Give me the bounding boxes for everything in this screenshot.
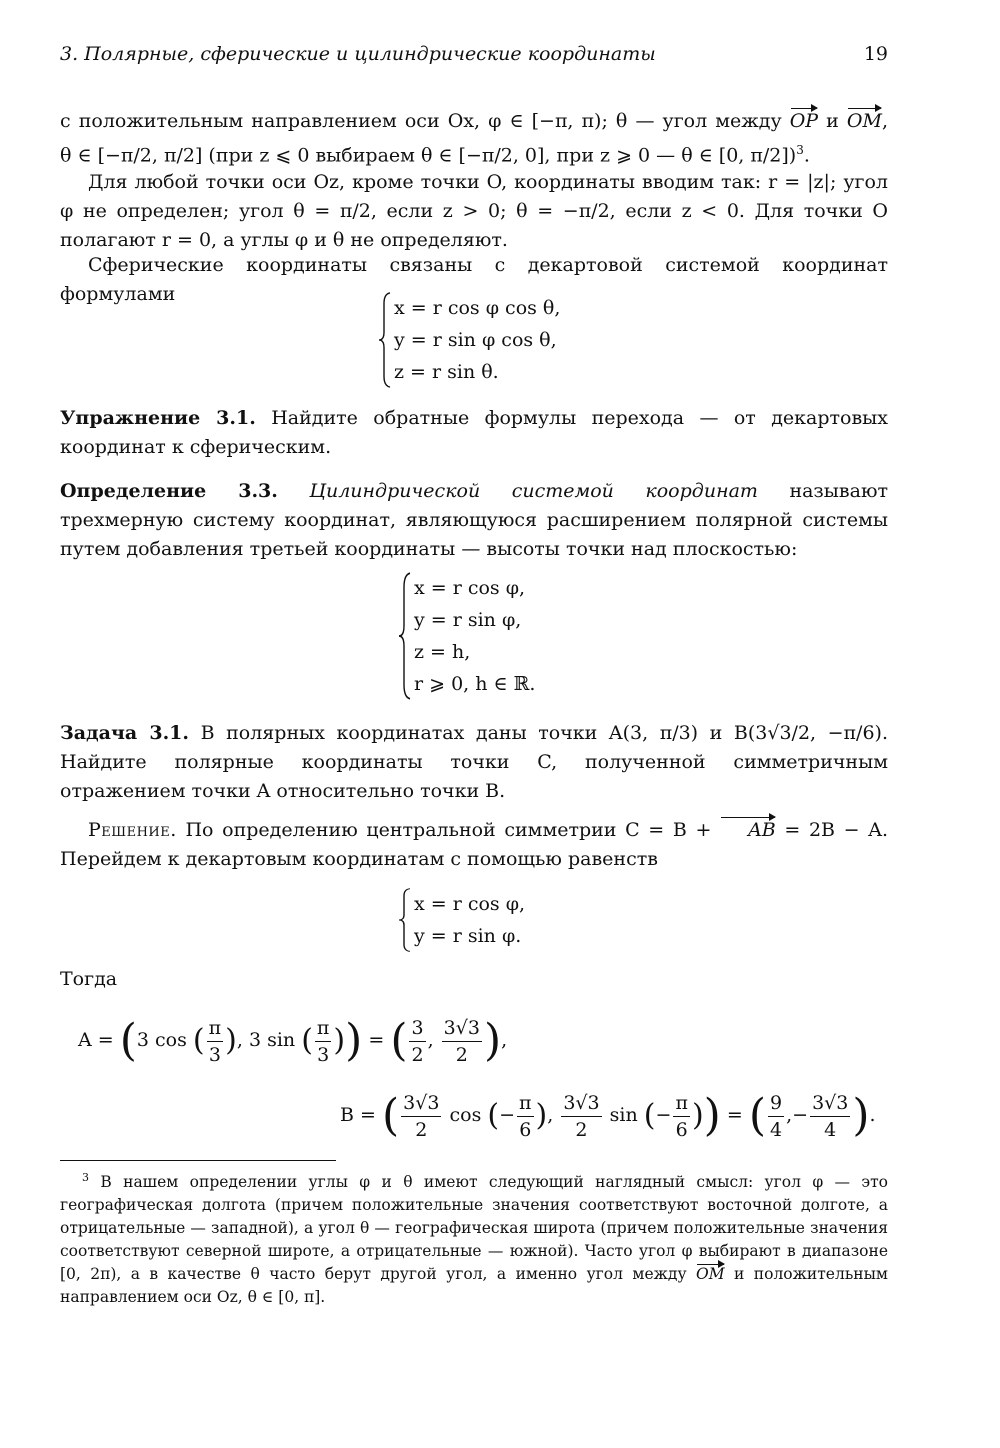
vector-op: OP	[790, 107, 818, 136]
formula-a-pi-1: π	[207, 1015, 224, 1042]
formula-b-c-den-1: 2	[415, 1118, 428, 1141]
exercise-label: Упражнение 3.1.	[60, 407, 256, 429]
formula-a-lhs: A =	[78, 1029, 114, 1051]
eq-cyl-y: y = r sin φ,	[414, 609, 522, 631]
vector-om: OM	[847, 107, 882, 136]
formula-b-six-2: 6	[675, 1118, 688, 1141]
formula-b-pi-2: π	[673, 1090, 690, 1117]
page-number: 19	[863, 43, 888, 65]
left-brace-icon	[398, 572, 412, 700]
footnote-text-2: и положительным направлением оси Oz, θ ∈ [0, π].	[60, 1265, 888, 1307]
task-label: Задача 3.1.	[60, 722, 190, 744]
formula-b-r-den1: 4	[770, 1118, 783, 1141]
intro-text-2-end: .	[803, 144, 810, 167]
definition-term: Цилиндрической системой координат	[309, 480, 758, 502]
formula-b-eq: =	[726, 1104, 743, 1126]
page	[60, 0, 888, 1448]
formula-b-lhs: B =	[340, 1104, 376, 1126]
footnote-mark: 3	[82, 1171, 89, 1184]
formula-a-end: ,	[501, 1029, 508, 1051]
solution-text-1: По определению центральной симметрии C = B +	[185, 819, 712, 841]
intro-text-1b: Ox, φ ∈ [−π, π); θ — угол между	[447, 110, 782, 132]
definition-3-3	[60, 477, 888, 564]
formula-b-cos: cos	[449, 1104, 482, 1126]
paragraph-intro: с положительным направлением оси Ox, φ ∈ [−π, π); θ — угол между OP и OM, θ ∈ [−π/2, π/2] (при z ⩽ 0 выбираем θ ∈ [−π/2, 0], при z ⩾ 0 — θ ∈ [0, π/2])$^3$.	[60, 107, 888, 170]
formula-a-pi-2: π	[315, 1015, 332, 1042]
intro-text-1: с положительным направлением оси	[60, 110, 440, 132]
task-text: В полярных координатах даны точки A(3, π/3) и B(3√3/2, −π/6). Найдите полярные координаты точки C, полученной симметричным отражением точки A относительно точки B.	[60, 722, 888, 802]
formula-b-neg-3: −	[792, 1104, 809, 1126]
formula-a-r-num1: 3	[409, 1015, 425, 1042]
formula-b-sin: sin	[609, 1104, 638, 1126]
paragraph-spherical-intro: Сферические координаты связаны с декартовой системой координат формулами	[60, 254, 888, 305]
formula-a-eq: =	[368, 1029, 385, 1051]
definition-text: называют трехмерную систему координат, являющуюся расширением полярной системы путем добавления третьей координаты — высоты точки над плоскостью:	[60, 480, 888, 560]
paragraph-axis: Для любой точки оси Oz, кроме точки O, координаты вводим так: r = |z|; угол φ не определен; угол θ = π/2, если z > 0; θ = −π/2, если z < 0. Для точки O полагают r = 0, а углы φ и θ не определяют.	[60, 171, 888, 251]
solution-text-3: Перейдем к декартовым координатам с помощью равенств	[60, 848, 658, 870]
exercise-text: Найдите обратные формулы перехода — от декартовых координат к сферическим.	[60, 407, 888, 458]
formula-a-r-den2: 2	[455, 1043, 468, 1066]
formula-a: A = (3 cos ( $\frac{\pi}{3}$ ), 3 sin ( $\frac{\pi}{3}$ )) = ( $\frac{3}{2}$ , $\frac{3√3}{2}$ ),	[78, 1015, 508, 1066]
left-brace-icon	[398, 888, 412, 952]
eq-spherical-x: x = r cos φ cos θ,	[394, 297, 561, 319]
formula-b-r-den2: 4	[824, 1118, 837, 1141]
equation-spherical	[378, 292, 618, 388]
eq-spherical-z: z = r sin θ.	[394, 361, 499, 383]
solution-text-2: = 2B − A.	[784, 819, 888, 841]
eq-cyl-x: x = r cos φ,	[414, 577, 526, 599]
formula-b: B = ( $\frac{3√3}{2}$ cos (− $\frac{\pi}{6}$ ), $\frac{3√3}{2}$ sin (− $\frac{\pi}{6}$ )) = ( $\frac{9}{4}$ ,− $\frac{3√3}{4}$ ).	[340, 1090, 876, 1141]
formula-b-r-num2: 3√3	[810, 1090, 850, 1117]
formula-a-r-num2: 3√3	[442, 1015, 482, 1042]
eq-cyl-z: z = h,	[414, 641, 471, 663]
footnote-rule	[60, 1160, 336, 1161]
solution	[60, 816, 888, 874]
intro-text-2: θ ∈ [−π/2, π/2] (при z ⩽ 0 выбираем θ ∈ [−π/2, 0], при z ⩾ 0 — θ ∈ [0, π/2])	[60, 144, 797, 167]
eq-polar-x: x = r cos φ,	[414, 893, 526, 915]
formula-b-pi-1: π	[517, 1090, 534, 1117]
footnote-3	[60, 1166, 888, 1309]
formula-b-c-num-1: 3√3	[401, 1090, 441, 1117]
formula-a-three-1: 3	[208, 1043, 221, 1066]
running-header	[60, 40, 888, 68]
formula-a-three-2: 3	[317, 1043, 330, 1066]
formula-b-c-num-2: 3√3	[561, 1090, 601, 1117]
formula-b-neg-2: −	[655, 1104, 672, 1126]
solution-label: Решение.	[88, 819, 177, 841]
task-3-1	[60, 719, 888, 806]
formula-b-end: .	[869, 1104, 876, 1126]
eq-spherical-y: y = r sin φ cos θ,	[394, 329, 557, 351]
formula-a-r-den1: 2	[411, 1043, 424, 1066]
footnote-vector-om: OM	[696, 1263, 725, 1286]
equation-cylindrical	[398, 572, 598, 700]
footnote-ref: 3	[796, 143, 804, 157]
eq-cyl-constraint: r ⩾ 0, h ∈ ℝ.	[414, 673, 536, 695]
exercise-3-1	[60, 404, 888, 462]
definition-label: Определение 3.3.	[60, 480, 278, 502]
header-title: 3. Полярные, сферические и цилиндрические координаты	[60, 43, 656, 65]
left-brace-icon	[378, 292, 392, 388]
formula-a-cos: 3 cos	[136, 1029, 187, 1051]
formula-b-neg-1: −	[499, 1104, 516, 1126]
eq-polar-y: y = r sin φ.	[414, 925, 522, 947]
equation-polar	[398, 888, 598, 952]
formula-b-c-den-2: 2	[575, 1118, 588, 1141]
then-word: Тогда	[60, 968, 118, 990]
formula-b-six-1: 6	[519, 1118, 532, 1141]
formula-a-sin: , 3 sin	[236, 1029, 296, 1051]
footnote-text-1: В нашем определении углы φ и θ имеют следующий наглядный смысл: угол φ — это географическая долгота (причем положительные значения соответствуют восточной долготе, а отрицательные — западной), а угол θ — географическая широта (причем положительные значения соответствуют северной широте, а отрицательные — южной). Часто угол φ выбирают в диапазоне [0, 2π), а в качестве θ часто берут другой угол, а именно угол между	[60, 1173, 888, 1284]
formula-b-r-num1: 9	[768, 1090, 784, 1117]
vector-ab: AB	[720, 816, 776, 845]
intro-and: и	[826, 110, 839, 132]
